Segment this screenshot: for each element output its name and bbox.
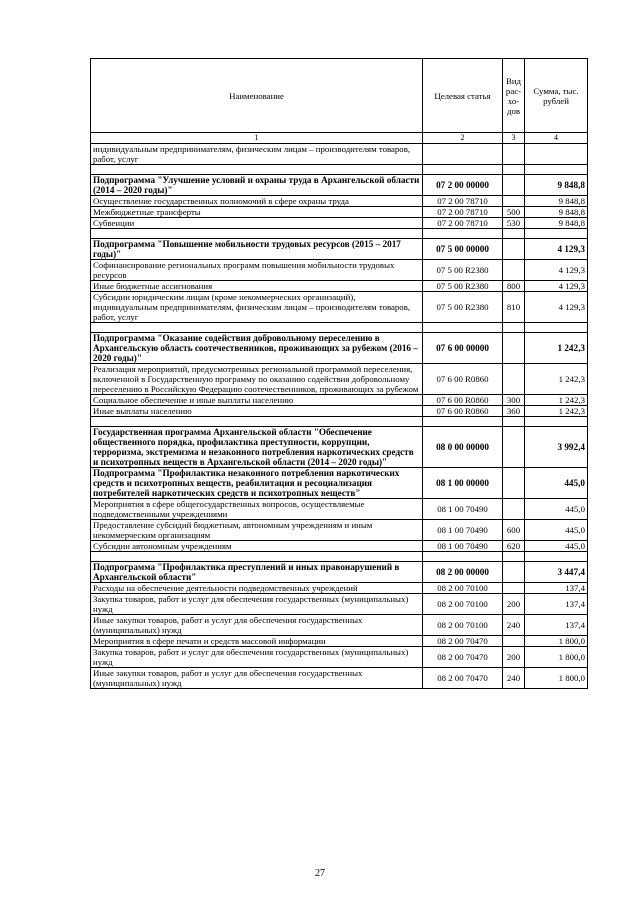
row-expense-type [503,468,525,499]
table-row [91,196,588,207]
row-name: Расходы на обеспечение деятельности подведомственных учреждений [91,583,423,594]
row-expense-type [503,239,525,260]
row-sum [525,323,588,333]
spacer-row [91,323,588,333]
row-sum: 1 242,3 [525,364,588,395]
program-row [91,239,588,260]
column-number-3: 3 [503,133,525,144]
row-expense-type [503,175,525,196]
row-expense-type: 200 [503,594,525,615]
row-name: Подпрограмма "Повышение мобильности трудовых ресурсов (2015 – 2017 годы)" [91,239,423,260]
row-expense-type: 800 [503,281,525,292]
program-row [91,333,588,364]
table-row [91,218,588,229]
row-expense-type: 240 [503,615,525,636]
row-name: Субсидии юридическим лицам (кроме некоммерческих организаций), индивидуальным предпринимателям, физическим лицам – производителям товаров, работ, услуг [91,292,423,323]
row-sum [525,144,588,165]
row-code: 07 2 00 00000 [423,175,503,196]
row-code: 08 2 00 70470 [423,668,503,689]
row-expense-type: 530 [503,218,525,229]
column-number-row [91,133,588,144]
row-sum: 3 447,4 [525,562,588,583]
row-code [423,552,503,562]
row-name: Закупка товаров, работ и услуг для обеспечения государственных (муниципальных) нужд [91,647,423,668]
table-row [91,292,588,323]
column-number-2: 2 [423,133,503,144]
row-expense-type [503,229,525,239]
row-sum: 1 800,0 [525,668,588,689]
row-code: 08 1 00 70490 [423,541,503,552]
column-number-4: 4 [525,133,588,144]
row-code: 07 6 00 R0860 [423,406,503,417]
table-row [91,406,588,417]
row-sum [525,417,588,427]
row-code: 07 6 00 00000 [423,333,503,364]
table-row [91,615,588,636]
table-row [91,594,588,615]
row-sum: 4 129,3 [525,239,588,260]
row-sum: 445,0 [525,520,588,541]
row-code: 08 0 00 00000 [423,427,503,468]
row-name: Субвенции [91,218,423,229]
table-row [91,541,588,552]
row-expense-type: 600 [503,520,525,541]
row-code: 07 5 00 00000 [423,239,503,260]
row-expense-type [503,364,525,395]
row-expense-type [503,323,525,333]
table-row [91,668,588,689]
row-sum: 445,0 [525,541,588,552]
row-sum [525,165,588,175]
table-row [91,636,588,647]
row-expense-type [503,333,525,364]
row-expense-type [503,583,525,594]
row-name: Субсидии автономным учреждениям [91,541,423,552]
table-row [91,281,588,292]
header-name: Наименование [91,59,423,133]
row-code [423,417,503,427]
row-name: Софинансирование региональных программ повышения мобильности трудовых ресурсов [91,260,423,281]
row-code: 08 2 00 70470 [423,636,503,647]
row-expense-type [503,417,525,427]
row-name [91,229,423,239]
column-number-1: 1 [91,133,423,144]
budget-table [90,58,588,689]
spacer-row [91,417,588,427]
program-row [91,468,588,499]
row-expense-type [503,165,525,175]
row-name: Реализация мероприятий, предусмотренных региональной программой переселения, включенной в Государственную программу по оказанию содействия добровольному переселению в Российскую Федерацию соотечественников, проживающих за рубежом [91,364,423,395]
row-code: 07 5 00 R2380 [423,292,503,323]
row-name [91,165,423,175]
row-name: Социальное обеспечение и иные выплаты населению [91,395,423,406]
row-sum: 3 992,4 [525,427,588,468]
row-name: Осуществление государственных полномочий в сфере охраны труда [91,196,423,207]
row-sum: 1 242,3 [525,406,588,417]
header-code: Целевая статья [423,59,503,133]
header-sum: Сумма, тыс. рублей [525,59,588,133]
program-row [91,427,588,468]
table-row [91,207,588,218]
row-expense-type [503,499,525,520]
row-name: Подпрограмма "Профилактика преступлений и иных правонарушений в Архангельской области" [91,562,423,583]
row-name: Предоставление субсидий бюджетным, автономным учреждениям и иным некоммерческим организациям [91,520,423,541]
page-number: 27 [315,868,325,879]
table-body [91,144,588,689]
row-code: 08 2 00 70470 [423,647,503,668]
row-expense-type [503,196,525,207]
row-code: 08 2 00 00000 [423,562,503,583]
row-sum: 137,4 [525,594,588,615]
row-code: 08 2 00 70100 [423,583,503,594]
row-name: Подпрограмма "Профилактика незаконного потребления наркотических средств и психотропных веществ, реабилитация и ресоциализация потребителей наркотических средств и психотропных веществ" [91,468,423,499]
row-code: 07 2 00 78710 [423,196,503,207]
row-expense-type: 810 [503,292,525,323]
row-name [91,323,423,333]
table-row [91,144,588,165]
row-expense-type: 500 [503,207,525,218]
row-code: 08 2 00 70100 [423,594,503,615]
row-code [423,165,503,175]
row-sum [525,229,588,239]
row-sum: 1 800,0 [525,636,588,647]
row-name: Иные выплаты населению [91,406,423,417]
row-code: 08 2 00 70100 [423,615,503,636]
row-code [423,323,503,333]
row-sum: 1 242,3 [525,333,588,364]
row-sum: 9 848,8 [525,207,588,218]
header-expense-type: Вид рас-хо-дов [503,59,525,133]
table-row [91,520,588,541]
row-sum: 445,0 [525,468,588,499]
row-sum: 137,4 [525,583,588,594]
row-expense-type [503,260,525,281]
row-code: 07 2 00 78710 [423,218,503,229]
row-name: Иные закупки товаров, работ и услуг для обеспечения государственных (муниципальных) нужд [91,668,423,689]
row-code: 07 5 00 R2380 [423,260,503,281]
row-code: 07 2 00 78710 [423,207,503,218]
program-row [91,175,588,196]
spacer-row [91,165,588,175]
row-expense-type: 360 [503,406,525,417]
row-expense-type [503,562,525,583]
table-row [91,583,588,594]
row-code: 07 5 00 R2380 [423,281,503,292]
row-code: 08 1 00 00000 [423,468,503,499]
row-name: Межбюджетные трансферты [91,207,423,218]
row-name: Подпрограмма "Улучшение условий и охраны труда в Архангельской области (2014 – 2020 годы)" [91,175,423,196]
row-name: Подпрограмма "Оказание содействия добровольному переселению в Архангельскую область соотечественников, проживающих за рубежом (2016 – 2020 годы)" [91,333,423,364]
row-code [423,144,503,165]
row-name: Государственная программа Архангельской области "Обеспечение общественного порядка, профилактика преступности, коррупции, терроризма, экстремизма и незаконного потребления наркотических средств и психотропных веществ в Архангельской области (2014 – 2020 годы)" [91,427,423,468]
row-expense-type: 200 [503,647,525,668]
row-code: 07 6 00 R0860 [423,395,503,406]
spacer-row [91,229,588,239]
row-code: 07 6 00 R0860 [423,364,503,395]
spacer-row [91,552,588,562]
row-sum: 445,0 [525,499,588,520]
row-name [91,417,423,427]
row-expense-type [503,552,525,562]
row-name: Мероприятия в сфере печати и средств массовой информации [91,636,423,647]
row-sum: 4 129,3 [525,260,588,281]
row-name [91,552,423,562]
table-row [91,364,588,395]
row-expense-type [503,427,525,468]
row-code [423,229,503,239]
row-code: 08 1 00 70490 [423,499,503,520]
row-name: Иные закупки товаров, работ и услуг для обеспечения государственных (муниципальных) нужд [91,615,423,636]
row-sum: 9 848,8 [525,175,588,196]
row-sum: 137,4 [525,615,588,636]
row-expense-type: 300 [503,395,525,406]
row-sum: 9 848,8 [525,218,588,229]
row-name: индивидуальным предпринимателям, физическим лицам – производителям товаров, работ, услуг [91,144,423,165]
row-sum: 4 129,3 [525,281,588,292]
row-code: 08 1 00 70490 [423,520,503,541]
row-sum [525,552,588,562]
row-name: Закупка товаров, работ и услуг для обеспечения государственных (муниципальных) нужд [91,594,423,615]
row-expense-type: 620 [503,541,525,552]
row-sum: 4 129,3 [525,292,588,323]
table-row [91,499,588,520]
program-row [91,562,588,583]
row-expense-type [503,636,525,647]
row-sum: 1 242,3 [525,395,588,406]
row-expense-type [503,144,525,165]
row-name: Иные бюджетные ассигнования [91,281,423,292]
row-sum: 9 848,8 [525,196,588,207]
row-name: Мероприятия в сфере общегосударственных вопросов, осуществляемые подведомственными учреждениями [91,499,423,520]
table-row [91,395,588,406]
table-header-row [91,59,588,133]
table-row [91,647,588,668]
row-expense-type: 240 [503,668,525,689]
table-row [91,260,588,281]
row-sum: 1 800,0 [525,647,588,668]
